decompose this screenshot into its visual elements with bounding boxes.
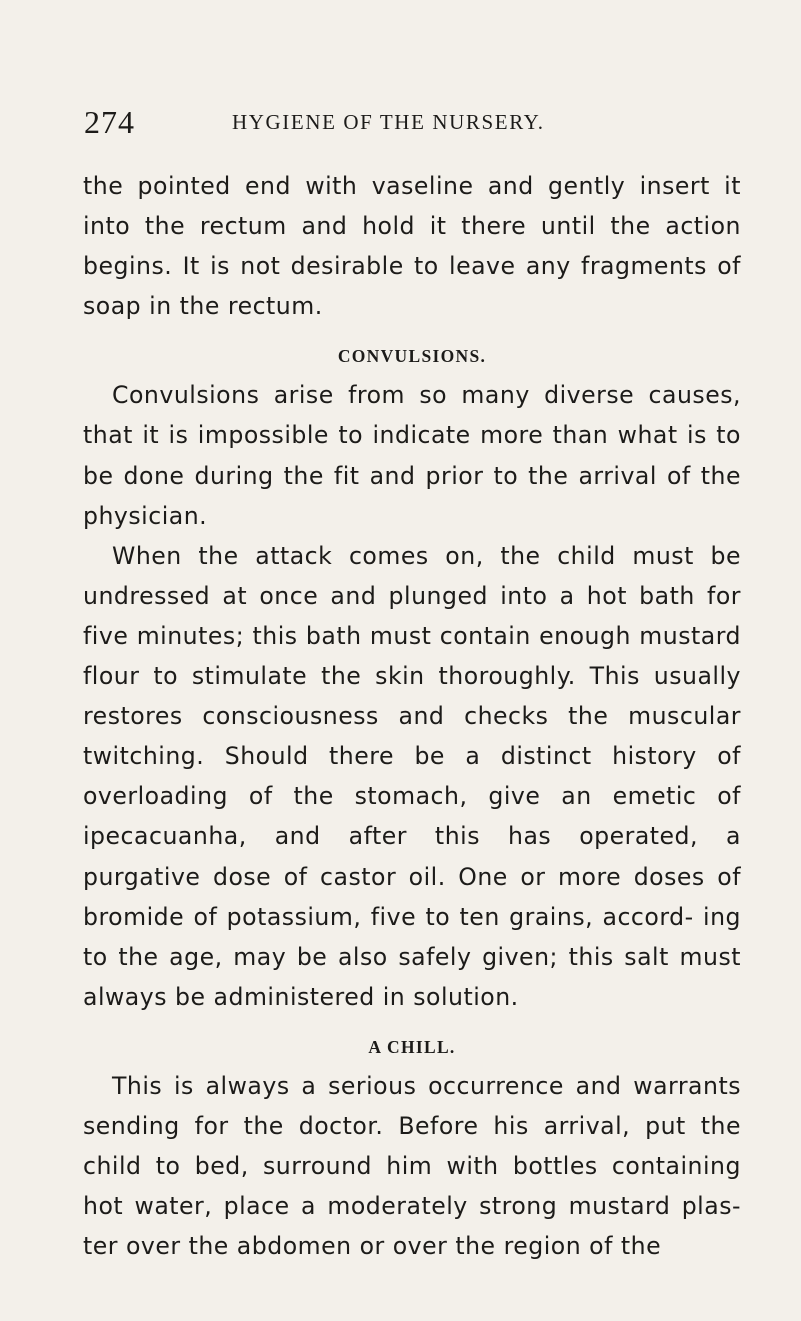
paragraph-convulsions-intro: Convulsions arise from so many diverse causes, that it is impossible to indicate more than what is to be done during the fit and prior to the arrival of the physician.	[83, 381, 741, 530]
running-title: HYGIENE OF THE NURSERY.	[232, 110, 545, 134]
section-heading-convulsions: CONVULSIONS.	[337, 346, 487, 367]
running-head	[84, 104, 744, 144]
paragraph-convulsions-treatment: When the attack comes on, the child must be undressed at once and plunged into a hot bath for five minutes; this bath must contain enough mustard flour to stimulate the skin thoroughly. This usually restores consciousness and checks the muscular twitching. Should there be a distinct history of overloading of the stomach, give an emetic of ipecacuanha, and after this has operated, a purgative dose of castor oil. One or more doses of bromide of potassium, five to ten grains, accord- ing to the age, may be also safely given; this salt must always be administered in solution.	[83, 541, 741, 1011]
body-text	[83, 166, 741, 1266]
paragraph-enema-continuation: the pointed end with vaseline and gently insert it into the rectum and hold it there until the action begins. It is not desirable to leave any fragments of soap in the rectum.	[83, 172, 741, 321]
paragraph-chill: This is always a serious occurrence and warrants sending for the doctor. Before his arrival, put the child to bed, surround him with bottles containing hot water, place a moderately strong mustard plas- ter over the abdomen or over the region of the	[83, 1071, 741, 1261]
page-number: 274	[84, 104, 135, 140]
section-heading-chill: A CHILL.	[368, 1036, 456, 1057]
